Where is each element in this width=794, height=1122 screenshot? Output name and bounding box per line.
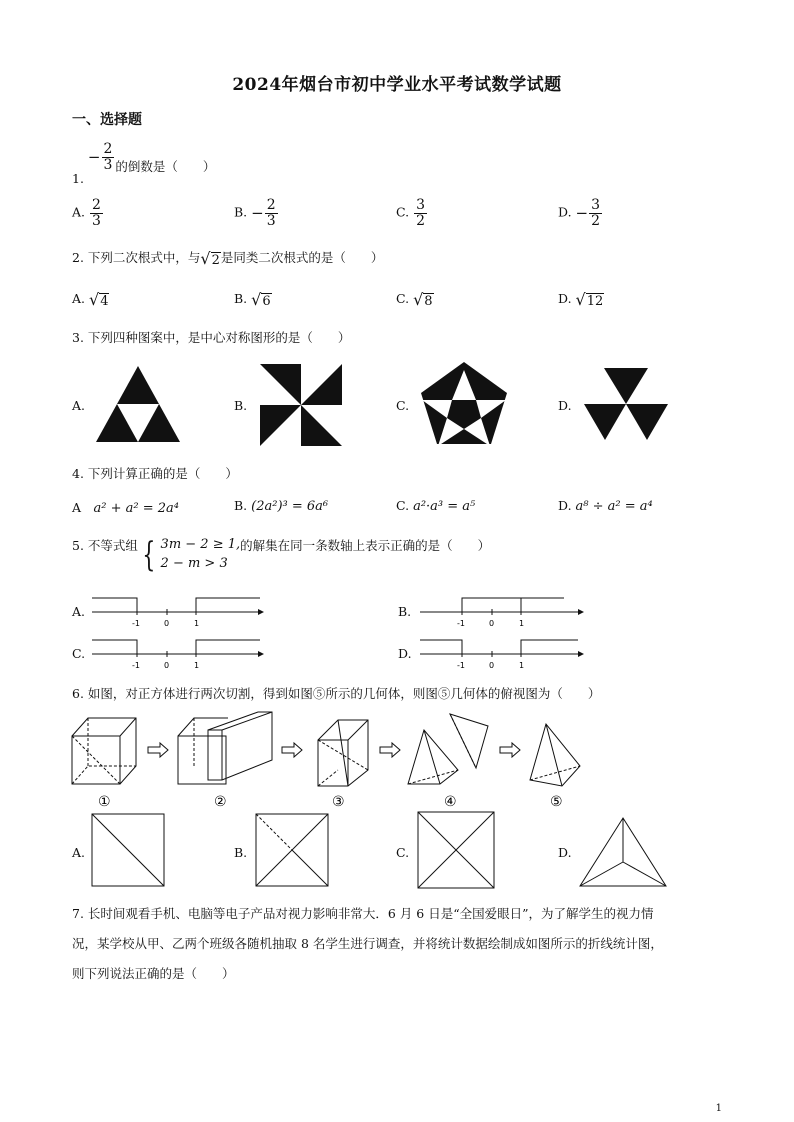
question-7-line-1: 7. 长时间观看手机、电脑等电子产品对视力影响非常大．6 月 6 日是“全国爱眼日”，为了解学生的视力情 xyxy=(72,906,654,921)
q6-cutting-sequence xyxy=(68,710,598,810)
question-4: 4. 下列计算正确的是（ ） xyxy=(72,466,238,481)
q1-option-d[interactable]: D. − $\frac{3}{2}$ xyxy=(558,197,601,229)
q6-option-d-label[interactable]: D. xyxy=(558,845,572,860)
q5-option-a-label[interactable]: A. xyxy=(72,604,86,619)
q3-figure-c xyxy=(418,360,510,448)
step-label: ① xyxy=(98,794,111,810)
q6-figure-c xyxy=(416,810,496,890)
q2-option-c[interactable]: C. √8 xyxy=(396,290,433,309)
q1-number: 1. xyxy=(72,170,84,186)
q2-option-b[interactable]: B. √6 xyxy=(234,290,271,309)
question-7-line-3: 则下列说法正确的是（ ） xyxy=(72,966,235,981)
step-label: ② xyxy=(214,794,227,810)
page-title: 2024年烟台市初中学业水平考试数学试题 xyxy=(232,75,562,95)
q2-radical: √2 xyxy=(200,249,220,268)
q2-option-a[interactable]: A. √4 xyxy=(72,290,109,309)
q3-figure-b xyxy=(258,362,344,448)
page-number: 1 xyxy=(715,1103,722,1114)
q2-option-d[interactable]: D. √12 xyxy=(558,290,604,309)
q3-option-c-label[interactable]: C. xyxy=(396,398,410,413)
step-label: ③ xyxy=(332,794,345,810)
tick-label: -1 xyxy=(132,661,140,670)
q6-option-b-label[interactable]: B. xyxy=(234,845,248,860)
q1-option-c[interactable]: C. $\frac{3}{2}$ xyxy=(396,197,425,229)
q1-text: 的倒数是（ ） xyxy=(115,158,216,174)
q1-option-a[interactable]: A. $\frac{2}{3}$ xyxy=(72,197,101,229)
q5-numberline-b xyxy=(418,592,586,628)
question-6: 6. 如图，对正方体进行两次切割，得到如图⑤所示的几何体，则图⑤几何体的俯视图为（ ） xyxy=(72,686,601,701)
q3-option-d-label[interactable]: D. xyxy=(558,398,572,413)
tick-label: -1 xyxy=(457,661,465,670)
q4-option-d[interactable]: D. a⁸ ÷ a² = a⁴ xyxy=(558,498,653,514)
q5-option-d-label[interactable]: D. xyxy=(398,646,412,661)
tick-label: -1 xyxy=(457,619,465,628)
q5-option-b-label[interactable]: B. xyxy=(398,604,412,619)
question-5: 5. 不等式组 { 3m − 2 ≥ 1, 2 − m > 3 的解集在同一条数轴上表示正确的是（ ） xyxy=(72,534,491,575)
q4-option-c[interactable]: C. a²·a³ = a⁵ xyxy=(396,498,476,514)
q5-option-c-label[interactable]: C. xyxy=(72,646,86,661)
q3-figure-a xyxy=(94,364,182,444)
q5-numberline-d xyxy=(418,634,586,670)
tick-label: 1 xyxy=(519,619,525,628)
tick-label: 0 xyxy=(164,661,170,670)
tick-label: 0 xyxy=(489,661,495,670)
section-heading: 一、选择题 xyxy=(72,112,142,128)
tick-label: 1 xyxy=(194,661,200,670)
q3-figure-d xyxy=(582,366,670,442)
q5-inequality-system: { 3m − 2 ≥ 1, 2 − m > 3 xyxy=(142,534,241,575)
q5-numberline-a xyxy=(90,592,265,628)
q6-option-c-label[interactable]: C. xyxy=(396,845,410,860)
q1-neg-sign: − xyxy=(87,148,101,167)
tick-label: 0 xyxy=(489,619,495,628)
question-3: 3. 下列四种图案中，是中心对称图形的是（ ） xyxy=(72,330,351,345)
tick-label: 0 xyxy=(164,619,170,628)
q6-figure-d xyxy=(578,816,668,888)
q6-figure-a xyxy=(90,812,166,888)
q1-option-b[interactable]: B. − $\frac{2}{3}$ xyxy=(234,197,276,229)
question-1 xyxy=(72,141,216,186)
q6-figure-b xyxy=(254,812,330,888)
q3-option-a-label[interactable]: A. xyxy=(72,398,86,413)
step-label: ④ xyxy=(444,794,457,810)
q5-numberline-c xyxy=(90,634,265,670)
tick-label: 1 xyxy=(519,661,525,670)
step-label: ⑤ xyxy=(550,794,563,810)
question-7-line-2: 况，某学校从甲、乙两个班级各随机抽取 8 名学生进行调查，并将统计数据绘制成如图所示的折线统计图， xyxy=(72,936,663,951)
tick-label: -1 xyxy=(132,619,140,628)
q4-option-b[interactable]: B. (2a²)³ = 6a⁶ xyxy=(234,498,329,514)
question-2: 2. 下列二次根式中，与√2是同类二次根式的是（ ） xyxy=(72,249,384,268)
q6-option-a-label[interactable]: A. xyxy=(72,845,86,860)
q1-fraction: $\frac{2}{3}$ xyxy=(103,141,113,173)
q4-option-a[interactable]: A a² + a² = 2a⁴ xyxy=(72,500,180,516)
tick-label: 1 xyxy=(194,619,200,628)
q3-option-b-label[interactable]: B. xyxy=(234,398,248,413)
